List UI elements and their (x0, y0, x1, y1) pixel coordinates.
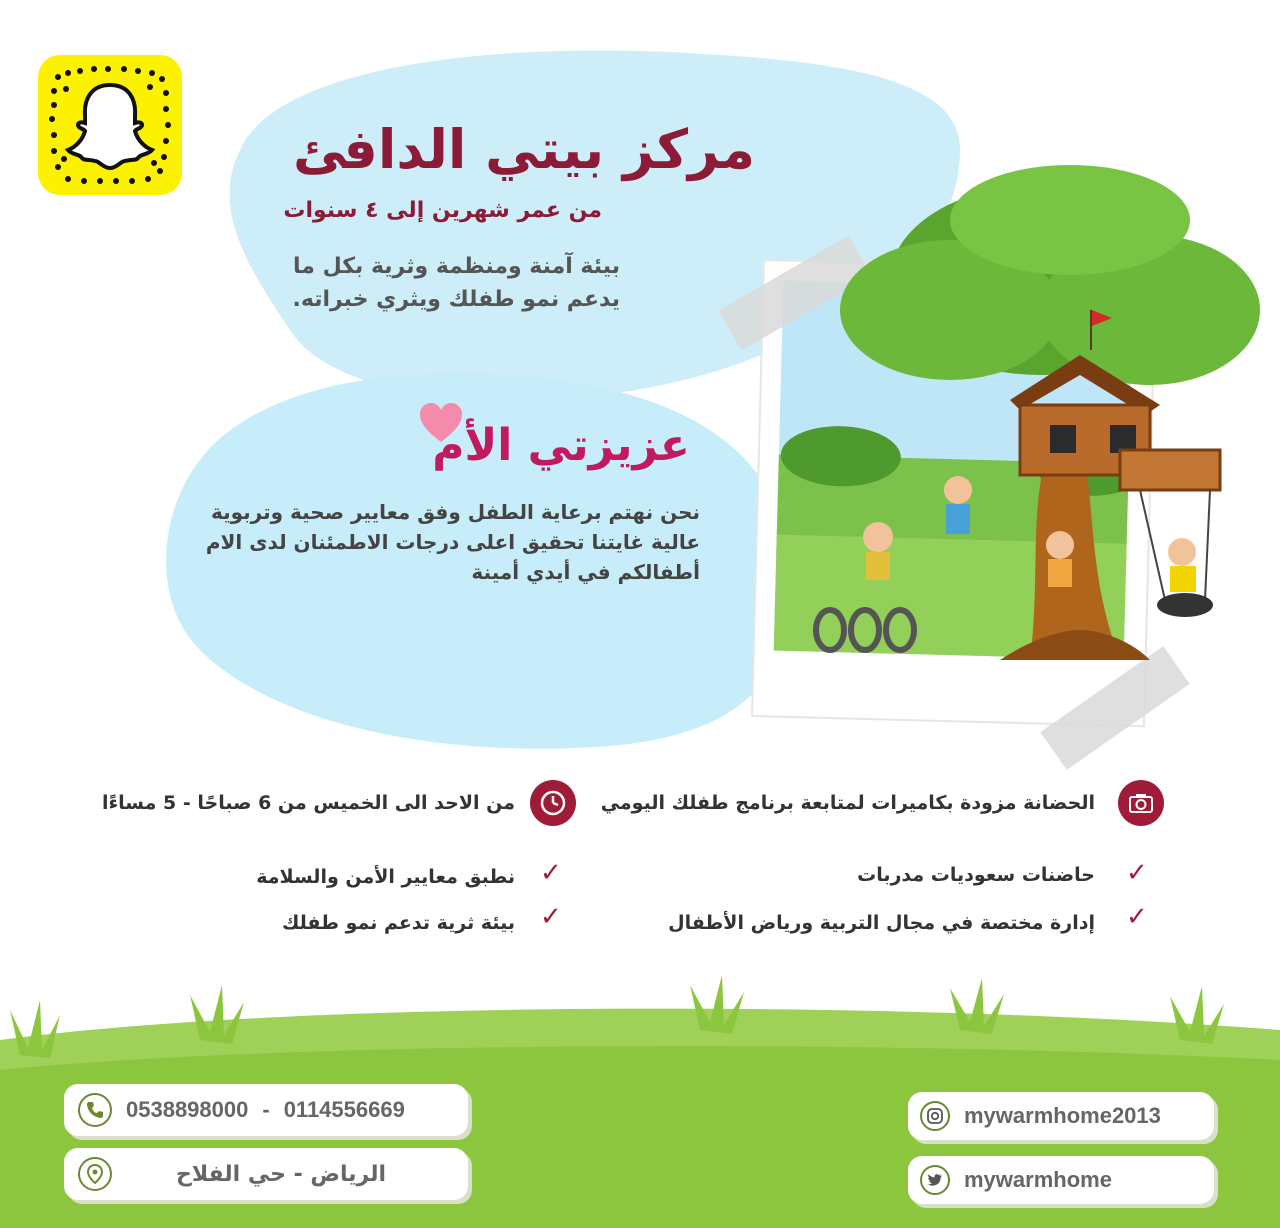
address-text: الرياض - حي الفلاح (176, 1161, 387, 1187)
check-icon: ✓ (540, 858, 562, 888)
feature-hours: من الاحد الى الخميس من 6 صباحًا - 5 مساءًا (101, 792, 515, 814)
address-pill[interactable] (64, 1148, 468, 1200)
feature-management: إدارة مختصة في مجال التربية ورياض الأطفال (668, 912, 1095, 934)
feature-environment: بيئة ثرية تدعم نمو طفلك (281, 912, 515, 934)
instagram-pill[interactable] (908, 1092, 1214, 1140)
treehouse-photo (700, 160, 1270, 780)
message-line-3: أطفالكم في أيدي أمينة (471, 560, 700, 584)
twitter-handle[interactable]: mywarmhome (964, 1167, 1112, 1192)
feature-staff: حاضنات سعوديات مدربات (857, 864, 1095, 886)
phone-separator: - (262, 1097, 270, 1122)
instagram-icon (920, 1101, 950, 1131)
instagram-handle[interactable]: mywarmhome2013 (964, 1103, 1161, 1128)
twitter-pill[interactable] (908, 1156, 1214, 1204)
intro-line-1: بيئة آمنة ومنظمة وثرية بكل ما (293, 254, 620, 279)
intro-line-2: يدعم نمو طفلك ويثري خبراته. (292, 287, 620, 312)
age-range: من عمر شهرين إلى ٤ سنوات (283, 198, 602, 223)
check-icon: ✓ (540, 902, 562, 932)
camera-icon (1118, 780, 1164, 826)
location-pin-icon (78, 1157, 112, 1191)
check-icon: ✓ (1126, 858, 1148, 888)
message-line-1: نحن نهتم برعاية الطفل وفق معايير صحية وتربوية (210, 500, 700, 524)
intro-text (260, 250, 620, 316)
feature-cameras: الحضانة مزودة بكاميرات لمتابعة برنامج طفلك اليومي (600, 792, 1095, 814)
message-heading: عزيزتي الأم (432, 420, 690, 471)
phone-2[interactable]: 0114556669 (283, 1097, 405, 1122)
feature-safety: نطبق معايير الأمن والسلامة (256, 866, 515, 888)
message-body (180, 497, 700, 587)
phone-icon (78, 1093, 112, 1127)
page-title: مركز بيتي الدافئ (293, 118, 755, 181)
clock-icon (530, 780, 576, 826)
phone-pill[interactable] (64, 1084, 468, 1136)
check-icon: ✓ (1126, 902, 1148, 932)
twitter-bird-icon (920, 1165, 950, 1195)
snapcode[interactable] (38, 55, 182, 195)
phone-1[interactable]: 0538898000 (126, 1097, 249, 1122)
message-line-2: عالية غايتنا تحقيق اعلى درجات الاطمئنان لدى الام (205, 530, 700, 554)
